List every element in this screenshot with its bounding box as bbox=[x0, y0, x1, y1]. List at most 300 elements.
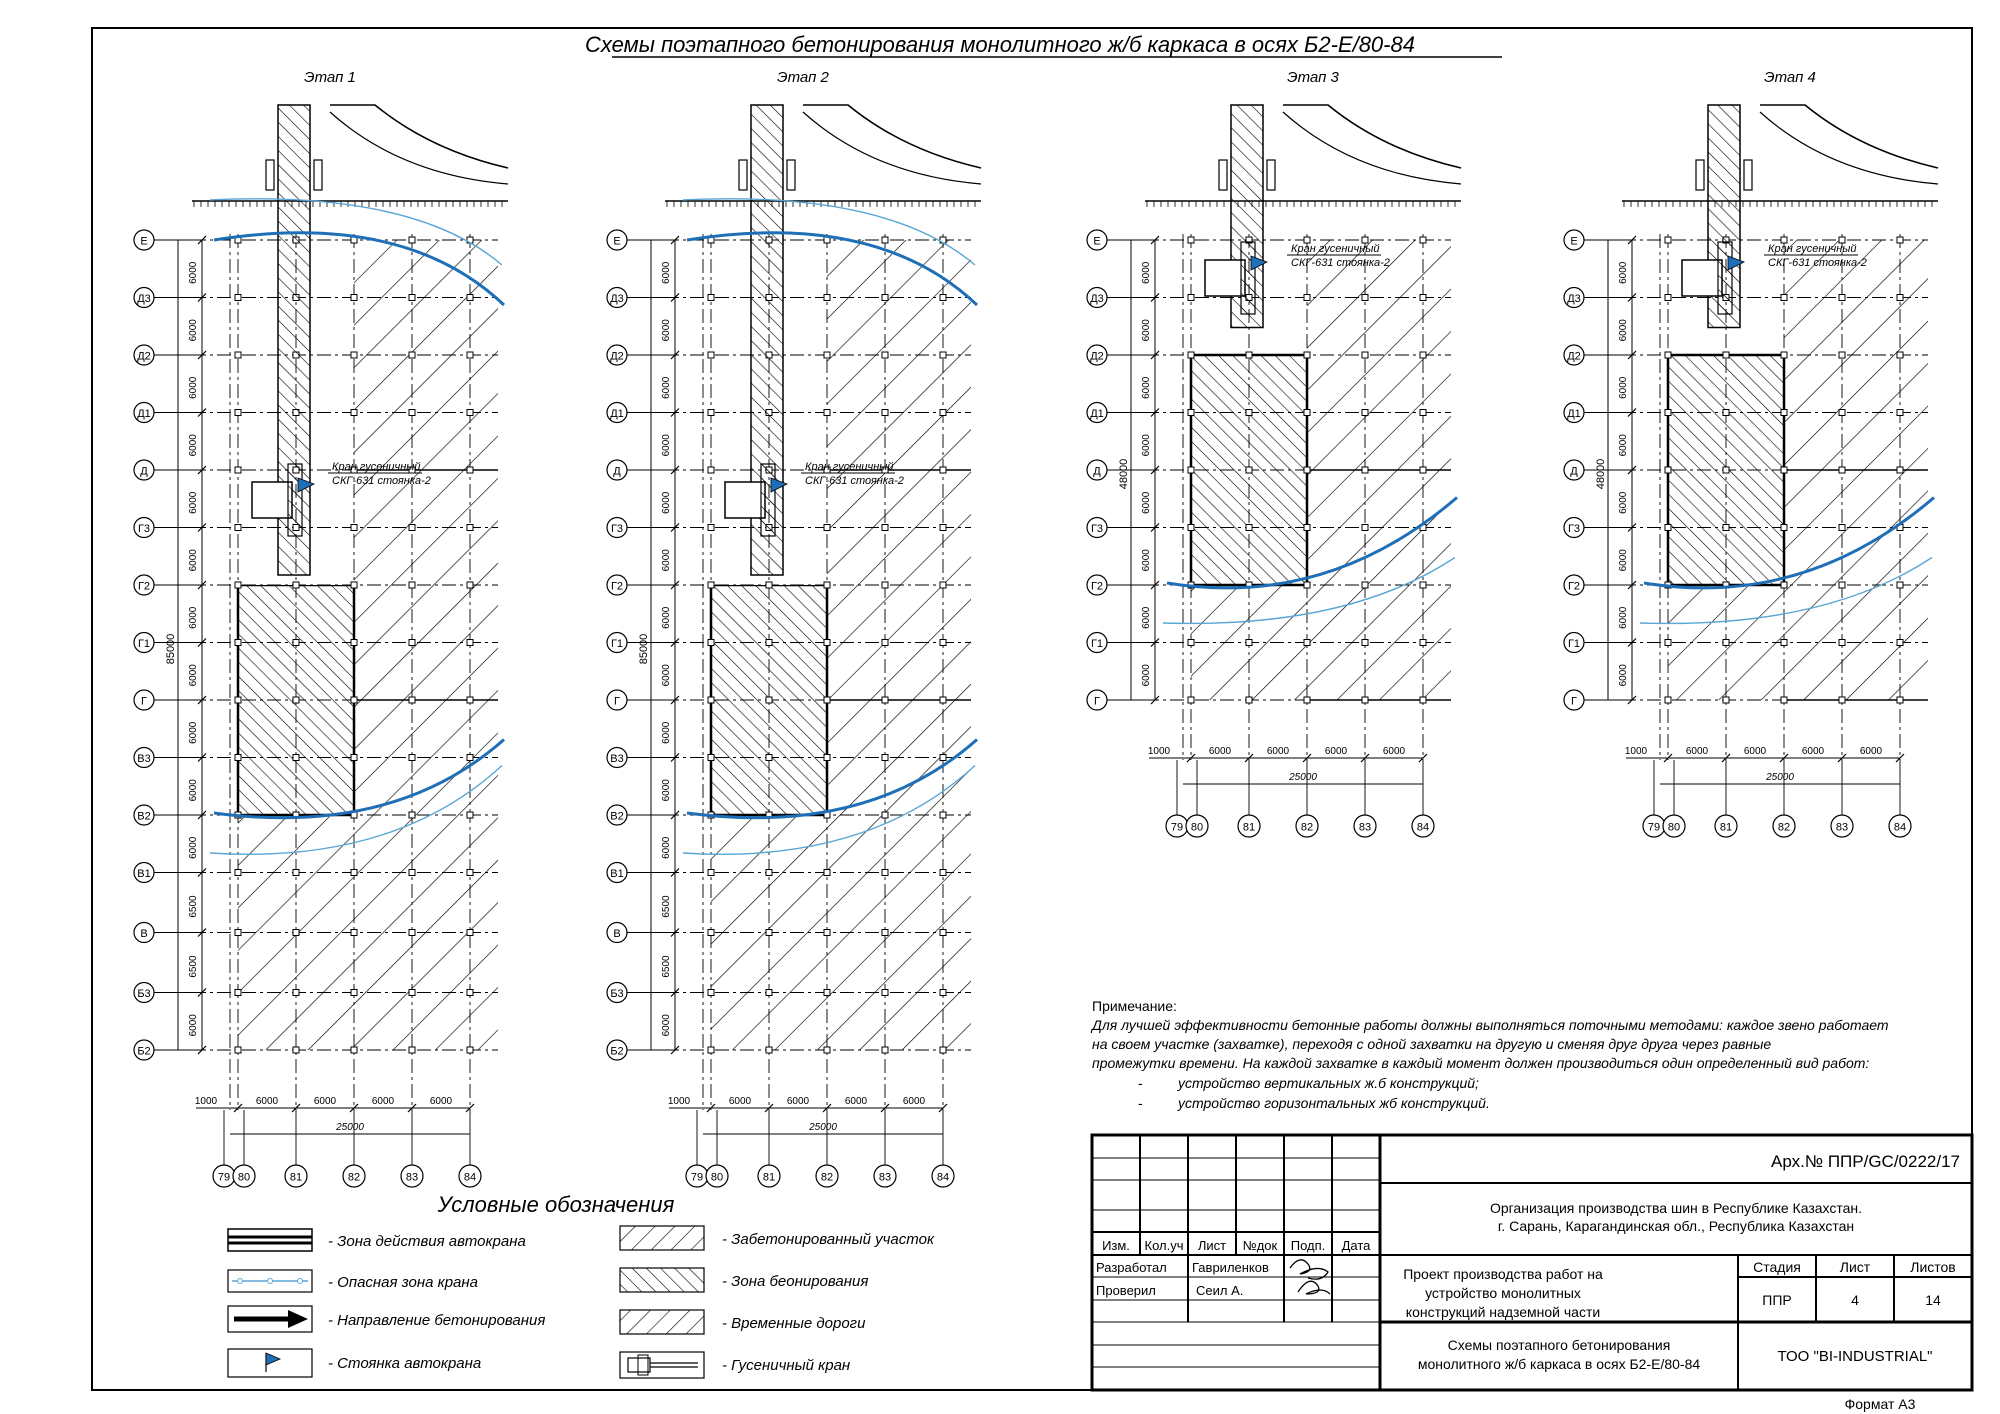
row-axis-label: Д3 bbox=[1567, 293, 1581, 305]
col-axis-label: 81 bbox=[1719, 821, 1733, 834]
column-post bbox=[467, 640, 473, 646]
stage-label: Этап 1 bbox=[304, 69, 356, 86]
row-dim-label: 6500 bbox=[661, 955, 672, 978]
col-total-label: 25000 bbox=[1289, 772, 1317, 783]
stage-plan-4 bbox=[1564, 69, 1938, 837]
crawler-crane-track bbox=[1241, 242, 1255, 314]
row-axis-label: Г2 bbox=[1567, 580, 1581, 593]
column-post bbox=[1897, 352, 1903, 358]
column-post bbox=[882, 410, 888, 416]
column-post bbox=[882, 755, 888, 761]
row-axis-label: Г bbox=[141, 695, 147, 708]
row-dim-label: 6000 bbox=[188, 434, 199, 457]
column-post bbox=[1362, 697, 1368, 703]
note-block bbox=[1090, 998, 1889, 1111]
row-dim-label: 6000 bbox=[188, 376, 199, 399]
row-dim-label: 6000 bbox=[188, 664, 199, 687]
row-dim-label: 6500 bbox=[188, 955, 199, 978]
row-axis-label: Д2 bbox=[1567, 350, 1581, 363]
col-axis-label: 84 bbox=[936, 1171, 950, 1184]
building-contour-inner bbox=[1283, 112, 1461, 184]
column-post bbox=[1723, 697, 1729, 703]
note-bullet-dash: - bbox=[1138, 1075, 1143, 1091]
column-post bbox=[882, 640, 888, 646]
column-post bbox=[940, 295, 946, 301]
col-axis-label: 83 bbox=[878, 1171, 892, 1184]
row-dim-label: 6000 bbox=[1618, 261, 1629, 284]
column-post bbox=[824, 930, 830, 936]
sheet-header: Лист bbox=[1839, 1259, 1871, 1275]
building-contour-inner bbox=[803, 112, 981, 184]
col-axis-label: 80 bbox=[1190, 821, 1204, 834]
note-bullet-dash: - bbox=[1138, 1095, 1143, 1111]
developed-name: Гавриленков bbox=[1192, 1260, 1269, 1275]
column-post bbox=[1304, 410, 1310, 416]
crawler-crane-track bbox=[761, 464, 775, 536]
column-post bbox=[1188, 640, 1194, 646]
row-dim-label: 6000 bbox=[1618, 549, 1629, 572]
column-post bbox=[824, 990, 830, 996]
column-post bbox=[824, 755, 830, 761]
column-post bbox=[708, 295, 714, 301]
row-dim-label: 6000 bbox=[1618, 434, 1629, 457]
col-axis-label: 80 bbox=[1667, 821, 1681, 834]
column-post bbox=[1304, 697, 1310, 703]
column-post bbox=[409, 410, 415, 416]
column-post bbox=[409, 525, 415, 531]
column-post bbox=[824, 697, 830, 703]
row-dim-label: 6000 bbox=[188, 549, 199, 572]
column-post bbox=[235, 582, 241, 588]
column-post bbox=[1420, 640, 1426, 646]
col-axis-label: 80 bbox=[710, 1171, 724, 1184]
legend-label: - Стоянка автокрана bbox=[328, 1355, 482, 1372]
column-post bbox=[351, 525, 357, 531]
column-post bbox=[1723, 352, 1729, 358]
row-axis-label: Г bbox=[1094, 695, 1100, 708]
row-dim-label: 6000 bbox=[1141, 664, 1152, 687]
column-post bbox=[1188, 352, 1194, 358]
stage-label: Этап 2 bbox=[777, 69, 829, 86]
column-post bbox=[1781, 697, 1787, 703]
row-axis-label: Д2 bbox=[610, 350, 624, 363]
row-axis-label: Д1 bbox=[610, 408, 624, 420]
row-axis-label: Б2 bbox=[610, 1045, 624, 1058]
column-post bbox=[940, 352, 946, 358]
row-axis-label: Д1 bbox=[1090, 408, 1104, 420]
legend-label: - Опасная зона крана bbox=[328, 1274, 478, 1291]
column-post bbox=[351, 990, 357, 996]
row-dim-label: 6000 bbox=[1618, 606, 1629, 629]
row-axis-label: В1 bbox=[137, 868, 151, 880]
column-post bbox=[940, 990, 946, 996]
column-post bbox=[235, 410, 241, 416]
column-post bbox=[1304, 467, 1310, 473]
column-post bbox=[467, 525, 473, 531]
column-post bbox=[708, 352, 714, 358]
row-axis-label: В1 bbox=[610, 868, 624, 880]
row-dim-label: 6000 bbox=[661, 261, 672, 284]
total-dim-label: 85000 bbox=[165, 633, 177, 665]
column-post bbox=[882, 295, 888, 301]
row-dim-label: 6000 bbox=[188, 836, 199, 859]
row-dim-label: 6000 bbox=[188, 261, 199, 284]
sheets-header: Листов bbox=[1910, 1259, 1956, 1275]
stage-label: Этап 4 bbox=[1764, 69, 1816, 86]
col-axis-label: 82 bbox=[1777, 821, 1791, 834]
legend-label: - Зона действия автокрана bbox=[328, 1233, 526, 1250]
column-post bbox=[293, 697, 299, 703]
column-post bbox=[293, 1047, 299, 1053]
row-axis-label: Д3 bbox=[137, 293, 151, 305]
row-axis-label: Б2 bbox=[137, 1045, 151, 1058]
column-post bbox=[940, 582, 946, 588]
row-dim-label: 6000 bbox=[1141, 376, 1152, 399]
col-axis-label: 79 bbox=[217, 1171, 231, 1184]
col-dim-label: 6000 bbox=[1743, 746, 1767, 757]
note-line: Для лучшей эффективности бетонные работы должны выполняться поточными методами: каждое звено работает bbox=[1092, 1017, 1889, 1033]
column-post bbox=[824, 870, 830, 876]
column-post bbox=[1781, 582, 1787, 588]
column-post bbox=[708, 582, 714, 588]
column-post bbox=[1362, 410, 1368, 416]
column-post bbox=[940, 525, 946, 531]
column-post bbox=[1420, 295, 1426, 301]
drawing-name-line: монолитного ж/б каркаса в осях Б2-Е/80-84 bbox=[1417, 1356, 1701, 1372]
row-axis-label: Д1 bbox=[1567, 408, 1581, 420]
stage-header: Стадия bbox=[1753, 1259, 1801, 1275]
column-post bbox=[1665, 640, 1671, 646]
column-post bbox=[1362, 352, 1368, 358]
column-post bbox=[1420, 582, 1426, 588]
column-post bbox=[1246, 525, 1252, 531]
col-axis-label: 79 bbox=[690, 1171, 704, 1184]
column-post bbox=[293, 930, 299, 936]
stage-value: ППР bbox=[1762, 1292, 1792, 1308]
track-bracket bbox=[739, 160, 747, 190]
column-post bbox=[766, 870, 772, 876]
col-dim-label: 6000 bbox=[255, 1096, 279, 1107]
col-axis-label: 82 bbox=[347, 1171, 361, 1184]
legend-label: - Забетонированный участок bbox=[722, 1231, 935, 1248]
column-post bbox=[351, 755, 357, 761]
column-post bbox=[1723, 410, 1729, 416]
crawler-crane-track bbox=[1718, 242, 1732, 314]
col-total-label: 25000 bbox=[1766, 772, 1794, 783]
col-dim-label: 1000 bbox=[1147, 746, 1171, 757]
row-axis-label: Г1 bbox=[1090, 638, 1104, 650]
column-post bbox=[351, 352, 357, 358]
stage-plan-1 bbox=[134, 69, 508, 1187]
col-dim-label: 6000 bbox=[1382, 746, 1406, 757]
row-dim-label: 6000 bbox=[661, 491, 672, 514]
row-axis-label: Б3 bbox=[610, 988, 624, 1000]
track-bracket bbox=[1696, 160, 1704, 190]
row-dim-label: 6500 bbox=[661, 895, 672, 918]
column-post bbox=[940, 697, 946, 703]
column-post bbox=[1839, 582, 1845, 588]
column-post bbox=[940, 755, 946, 761]
column-post bbox=[351, 697, 357, 703]
column-post bbox=[293, 870, 299, 876]
column-post bbox=[351, 870, 357, 876]
stage-label: Этап 3 bbox=[1287, 69, 1339, 86]
row-axis-label: Д bbox=[140, 465, 148, 478]
column-post bbox=[1420, 237, 1426, 243]
column-post bbox=[235, 990, 241, 996]
row-dim-label: 6000 bbox=[1141, 319, 1152, 342]
column-post bbox=[351, 640, 357, 646]
col-dim-label: 6000 bbox=[313, 1096, 337, 1107]
column-post bbox=[824, 352, 830, 358]
column-post bbox=[235, 755, 241, 761]
column-post bbox=[882, 697, 888, 703]
project-title-line: Проект производства работ на bbox=[1403, 1266, 1603, 1282]
column-post bbox=[1781, 410, 1787, 416]
col-dim-label: 6000 bbox=[1266, 746, 1290, 757]
column-post bbox=[882, 352, 888, 358]
col-axis-label: 81 bbox=[762, 1171, 776, 1184]
column-post bbox=[467, 697, 473, 703]
row-axis-label: Г3 bbox=[610, 523, 624, 535]
col-total-label: 25000 bbox=[336, 1122, 364, 1133]
column-post bbox=[1304, 640, 1310, 646]
column-post bbox=[1420, 410, 1426, 416]
column-post bbox=[1304, 525, 1310, 531]
column-post bbox=[708, 755, 714, 761]
row-axis-label: Е bbox=[1570, 235, 1578, 248]
crawler-crane-body bbox=[1682, 260, 1722, 296]
column-post bbox=[708, 525, 714, 531]
row-axis-label: Г bbox=[1571, 695, 1577, 708]
row-axis-label: В2 bbox=[137, 810, 151, 823]
stage-plan-2 bbox=[607, 69, 981, 1187]
col-axis-label: 82 bbox=[820, 1171, 834, 1184]
col-dim-label: 6000 bbox=[728, 1096, 752, 1107]
column-post bbox=[882, 1047, 888, 1053]
column-post bbox=[1781, 640, 1787, 646]
crawler-crane-body bbox=[252, 482, 292, 518]
col-dim-label: 6000 bbox=[786, 1096, 810, 1107]
organization-line: Организация производства шин в Республике Казахстан. bbox=[1489, 1200, 1863, 1216]
column-post bbox=[882, 930, 888, 936]
column-post bbox=[1188, 697, 1194, 703]
column-post bbox=[1839, 410, 1845, 416]
column-post bbox=[1781, 525, 1787, 531]
column-post bbox=[467, 930, 473, 936]
track-bracket bbox=[1267, 160, 1275, 190]
column-post bbox=[1362, 640, 1368, 646]
row-axis-label: Е bbox=[1093, 235, 1101, 248]
column-post bbox=[940, 930, 946, 936]
legend-title: Условные обозначения bbox=[437, 1192, 675, 1217]
column-post bbox=[708, 467, 714, 473]
column-post bbox=[824, 640, 830, 646]
column-post bbox=[409, 812, 415, 818]
row-dim-label: 6000 bbox=[1618, 376, 1629, 399]
col-dim-label: 6000 bbox=[1859, 746, 1883, 757]
row-dim-label: 6000 bbox=[661, 606, 672, 629]
column-post bbox=[467, 755, 473, 761]
row-dim-label: 6000 bbox=[188, 491, 199, 514]
column-post bbox=[1781, 467, 1787, 473]
column-post bbox=[708, 410, 714, 416]
column-post bbox=[467, 352, 473, 358]
column-post bbox=[1665, 697, 1671, 703]
row-dim-label: 6000 bbox=[661, 1014, 672, 1037]
column-post bbox=[293, 755, 299, 761]
column-post bbox=[293, 990, 299, 996]
legend-label: - Временные дороги bbox=[722, 1315, 866, 1332]
crane-label: СКГ-631 стоянка-2 bbox=[1291, 257, 1390, 269]
column-post bbox=[351, 582, 357, 588]
row-axis-label: Г3 bbox=[137, 523, 151, 535]
column-post bbox=[235, 352, 241, 358]
legend-label: - Зона беонирования bbox=[722, 1273, 869, 1290]
track-bracket bbox=[314, 160, 322, 190]
crane-label: Кран гусеничный bbox=[1291, 243, 1380, 255]
crawler-crane-body bbox=[725, 482, 765, 518]
column-post bbox=[235, 697, 241, 703]
building-contour-inner bbox=[330, 112, 508, 184]
column-post bbox=[409, 697, 415, 703]
column-post bbox=[882, 237, 888, 243]
sheet-format: Формат А3 bbox=[1844, 1396, 1916, 1412]
column-post bbox=[1665, 525, 1671, 531]
col-dim-label: 6000 bbox=[371, 1096, 395, 1107]
column-post bbox=[467, 295, 473, 301]
col-axis-label: 82 bbox=[1300, 821, 1314, 834]
row-axis-label: В3 bbox=[610, 753, 624, 765]
row-dim-label: 6000 bbox=[188, 721, 199, 744]
sheet-value: 4 bbox=[1851, 1292, 1859, 1308]
row-axis-label: Г2 bbox=[610, 580, 624, 593]
row-dim-label: 6500 bbox=[188, 895, 199, 918]
column-post bbox=[1246, 352, 1252, 358]
column-post bbox=[708, 990, 714, 996]
row-dim-label: 6000 bbox=[1141, 491, 1152, 514]
column-post bbox=[409, 1047, 415, 1053]
col-dim-label: 6000 bbox=[1324, 746, 1348, 757]
column-post bbox=[409, 640, 415, 646]
column-post bbox=[824, 582, 830, 588]
column-post bbox=[1839, 295, 1845, 301]
col-dim-label: 1000 bbox=[1624, 746, 1648, 757]
col-axis-label: 79 bbox=[1647, 821, 1661, 834]
row-dim-label: 6000 bbox=[661, 664, 672, 687]
col-total-label: 25000 bbox=[809, 1122, 837, 1133]
column-post bbox=[1897, 295, 1903, 301]
crawler-crane-track bbox=[288, 464, 302, 536]
row-axis-label: Д3 bbox=[610, 293, 624, 305]
column-post bbox=[409, 990, 415, 996]
col-dim-label: 6000 bbox=[902, 1096, 926, 1107]
column-post bbox=[940, 467, 946, 473]
column-post bbox=[708, 930, 714, 936]
column-post bbox=[1897, 582, 1903, 588]
row-dim-label: 6000 bbox=[1141, 261, 1152, 284]
column-post bbox=[1839, 697, 1845, 703]
column-post bbox=[824, 410, 830, 416]
header-cell: Изм. bbox=[1102, 1238, 1130, 1253]
note-line: промежутки времени. На каждой захватке в каждый момент должен производиться один определенный вид работ: bbox=[1092, 1055, 1870, 1071]
column-post bbox=[1781, 352, 1787, 358]
column-post bbox=[708, 640, 714, 646]
organization-line: г. Сарань, Карагандинская обл., Республика Казахстан bbox=[1497, 1218, 1855, 1234]
column-post bbox=[409, 237, 415, 243]
col-axis-label: 81 bbox=[1242, 821, 1256, 834]
developed-label: Разработал bbox=[1096, 1260, 1167, 1275]
row-axis-label: Е bbox=[613, 235, 621, 248]
column-post bbox=[1897, 410, 1903, 416]
legend-concreted-swatch bbox=[620, 1226, 704, 1250]
header-cell: Лист bbox=[1197, 1238, 1227, 1253]
column-post bbox=[1839, 525, 1845, 531]
column-post bbox=[1665, 352, 1671, 358]
column-post bbox=[293, 640, 299, 646]
column-post bbox=[1188, 295, 1194, 301]
column-post bbox=[1839, 640, 1845, 646]
column-post bbox=[1188, 410, 1194, 416]
crane-label: Кран гусеничный bbox=[1768, 243, 1857, 255]
title-block bbox=[1092, 1135, 1972, 1412]
row-dim-label: 6000 bbox=[1618, 491, 1629, 514]
project-title-line: устройство монолитных bbox=[1425, 1285, 1581, 1301]
row-axis-label: В2 bbox=[610, 810, 624, 823]
column-post bbox=[351, 930, 357, 936]
column-post bbox=[940, 870, 946, 876]
header-cell: Подп. bbox=[1290, 1238, 1326, 1253]
row-axis-label: Д bbox=[613, 465, 621, 478]
crane-label: СКГ-631 стоянка-2 bbox=[1768, 257, 1867, 269]
legend-label: - Направление бетонирования bbox=[328, 1312, 546, 1329]
column-post bbox=[1246, 697, 1252, 703]
column-post bbox=[1362, 467, 1368, 473]
column-post bbox=[1420, 467, 1426, 473]
column-post bbox=[1246, 640, 1252, 646]
checked-label: Проверил bbox=[1096, 1283, 1156, 1298]
column-post bbox=[1246, 467, 1252, 473]
sheets-value: 14 bbox=[1925, 1292, 1941, 1308]
col-axis-label: 80 bbox=[237, 1171, 251, 1184]
row-axis-label: Д2 bbox=[137, 350, 151, 363]
drawing-title: Схемы поэтапного бетонирования монолитного ж/б каркаса в осях Б2-Е/80-84 bbox=[585, 32, 1415, 57]
column-post bbox=[1839, 352, 1845, 358]
row-axis-label: Г1 bbox=[1567, 638, 1581, 650]
col-dim-label: 1000 bbox=[667, 1096, 691, 1107]
column-post bbox=[235, 467, 241, 473]
crane-label: Кран гусеничный bbox=[332, 461, 421, 473]
crawler-crane-body bbox=[1205, 260, 1245, 296]
column-post bbox=[235, 870, 241, 876]
project-title-line: конструкций надземной части bbox=[1405, 1304, 1601, 1320]
col-axis-label: 83 bbox=[405, 1171, 419, 1184]
total-dim-label: 48000 bbox=[1595, 458, 1607, 490]
crane-label: СКГ-631 стоянка-2 bbox=[805, 475, 904, 487]
col-dim-label: 6000 bbox=[1685, 746, 1709, 757]
column-post bbox=[1420, 697, 1426, 703]
column-post bbox=[1188, 237, 1194, 243]
row-axis-label: Д1 bbox=[137, 408, 151, 420]
column-post bbox=[708, 870, 714, 876]
column-post bbox=[235, 525, 241, 531]
row-axis-label: Г3 bbox=[1090, 523, 1104, 535]
column-post bbox=[467, 582, 473, 588]
column-post bbox=[1723, 467, 1729, 473]
column-post bbox=[1420, 352, 1426, 358]
column-post bbox=[1246, 410, 1252, 416]
row-axis-label: Е bbox=[140, 235, 148, 248]
